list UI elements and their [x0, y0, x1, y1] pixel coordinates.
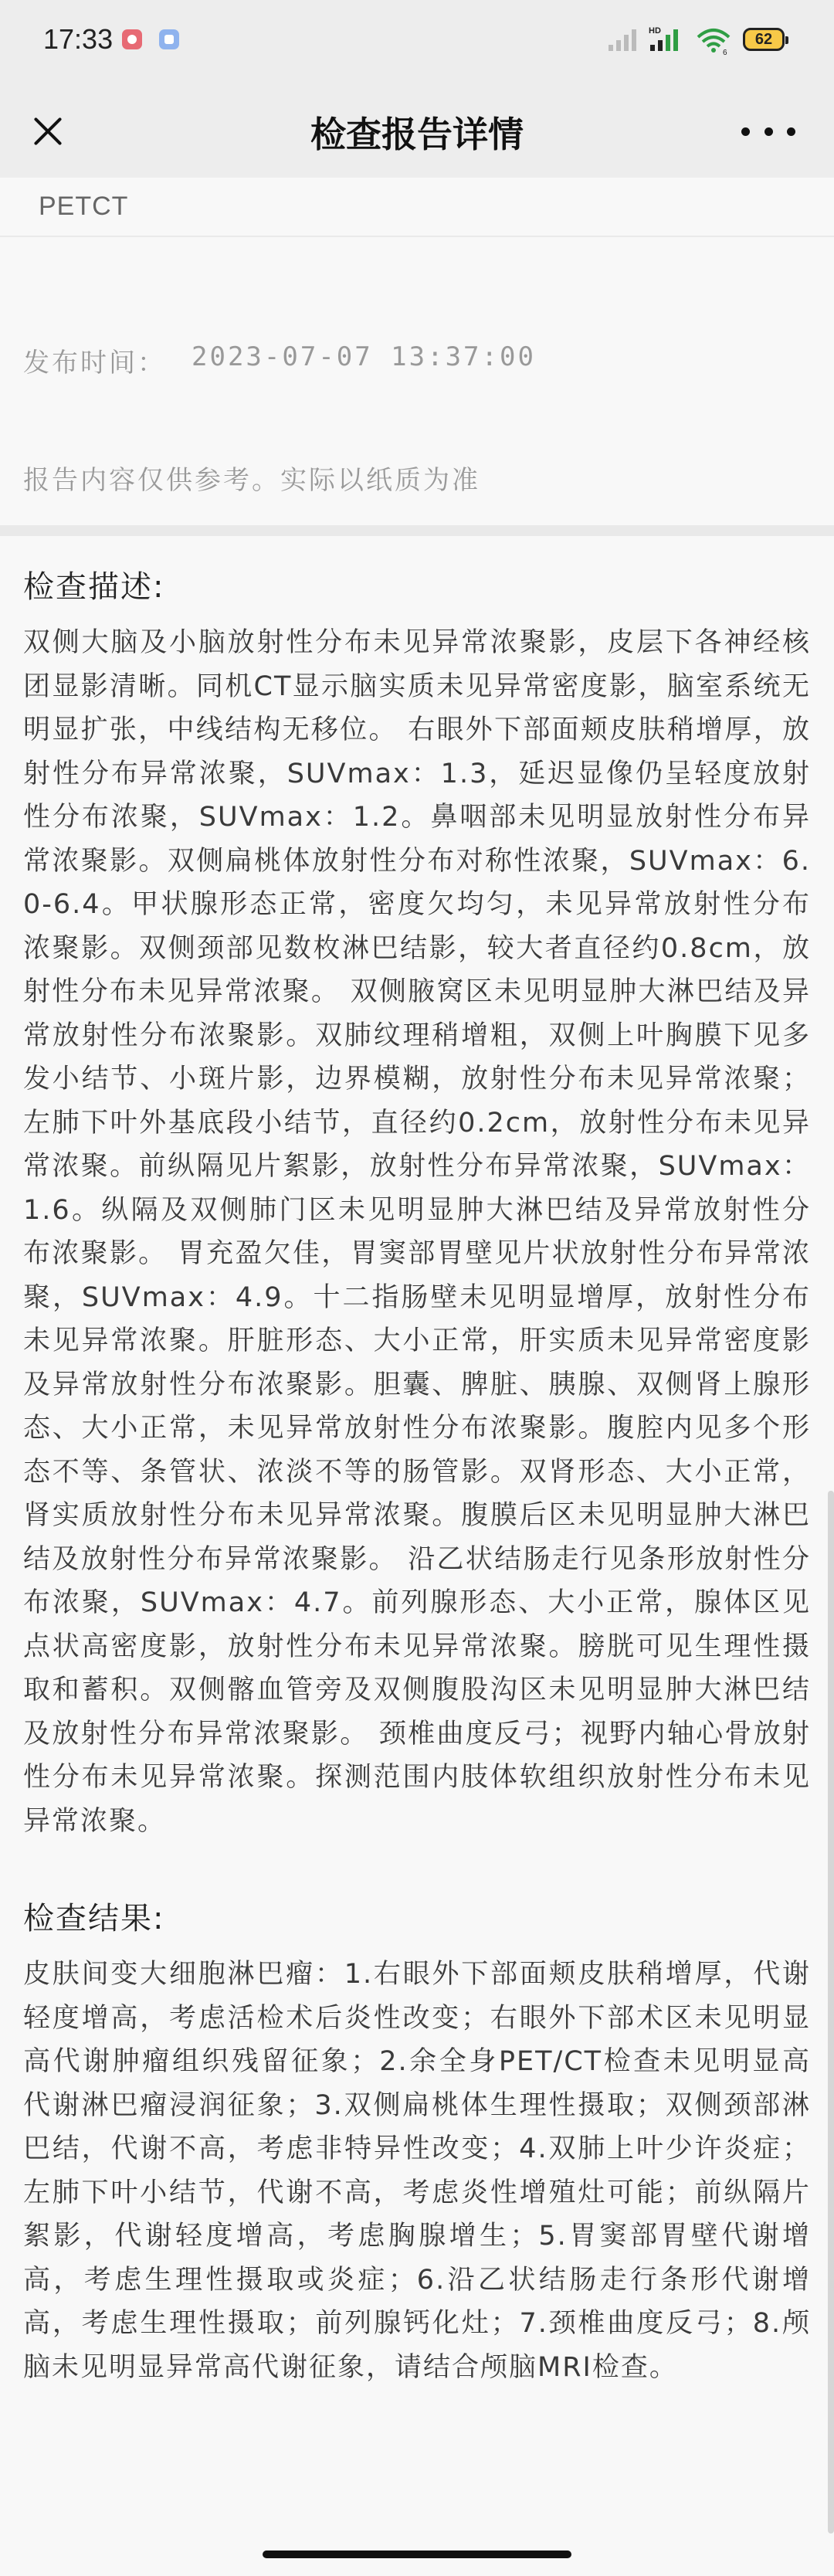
status-bar: [0, 0, 834, 85]
result-text: 皮肤间变大细胞淋巴瘤：1.右眼外下部面颊皮肤稍增厚，代谢轻度增高，考虑活检术后炎性改变；右眼外下部术区未见明显高代谢肿瘤组织残留征象；2.余全身PET/CT检查未见明显高代谢淋巴瘤浸润征象；3.双侧扁桃体生理性摄取；双侧颈部淋巴结，代谢不高，考虑非特异性改变；4.双肺上叶少许炎症；左肺下叶小结节，代谢不高，考虑炎性增殖灶可能；前纵隔片絮影，代谢轻度增高，考虑胸腺增生；5.胃窦部胃壁代谢增高，考虑生理性摄取或炎症；6.沿乙状结肠走行条形代谢增高，考虑生理性摄取；前列腺钙化灶；7.颈椎曲度反弓；8.颅脑未见明显异常高代谢征象，请结合颅脑MRI检查。: [23, 1959, 811, 2383]
hd-signal-icon: [649, 25, 684, 53]
disclaimer-text: 报告内容仅供参考。实际以纸质为准: [23, 465, 480, 496]
more-dot-icon: [764, 127, 773, 136]
result-title: 检查结果:: [23, 1901, 165, 1936]
wifi-icon: [695, 26, 732, 56]
description-title: 检查描述:: [23, 569, 165, 605]
divider: [0, 236, 834, 237]
report-content: [0, 536, 834, 2576]
page-title: 检查报告详情: [310, 114, 524, 155]
more-options-button[interactable]: [741, 116, 795, 147]
app-notification-icon: [122, 29, 142, 49]
publish-time-label: 发布时间：: [23, 348, 166, 378]
nav-bar: [0, 85, 834, 178]
publish-time-value: 2023-07-07 13:37:00: [192, 341, 536, 372]
more-dot-icon: [741, 127, 750, 136]
hd-label: HD: [649, 26, 661, 36]
battery-icon: 62: [743, 28, 785, 51]
section-divider: [0, 525, 834, 536]
wifi-label: 6: [723, 49, 727, 56]
home-indicator[interactable]: [263, 2551, 571, 2558]
description-text: 双侧大脑及小脑放射性分布未见异常浓聚影，皮层下各神经核团显影清晰。同机CT显示脑实质未见异常密度影，脑室系统无明显扩张，中线结构无移位。 右眼外下部面颊皮肤稍增厚，放射性分布异常浓聚，SUVmax：1.3，延迟显像仍呈轻度放射性分布浓聚，SUVmax：1.2。鼻咽部未见明显放射性分布异常浓聚影。双侧扁桃体放射性分布对称性浓聚，SUVmax：6.0-6.4。甲状腺形态正常，密度欠均匀，未见异常放射性分布浓聚影。双侧颈部见数枚淋巴结影，较大者直径约0.8cm，放射性分布未见异常浓聚。 双侧腋窝区未见明显肿大淋巴结及异常放射性分布浓聚影。双肺纹理稍增粗，双侧上叶胸膜下见多发小结节、小斑片影，边界模糊，放射性分布未见异常浓聚；左肺下叶外基底段小结节，直径约0.2cm，放射性分布未见异常浓聚。前纵隔见片絮影，放射性分布异常浓聚，SUVmax：1.6。纵隔及双侧肺门区未见明显肿大淋巴结及异常放射性分布浓聚影。 胃充盈欠佳，胃窦部胃壁见片状放射性分布异常浓聚，SUVmax：4.9。十二指肠壁未见明显增厚，放射性分布未见异常浓聚。肝脏形态、大小正常，肝实质未见异常密度影及异常放射性分布浓聚影。胆囊、脾脏、胰腺、双侧肾上腺形态、大小正常，未见异常放射性分布浓聚影。腹腔内见多个形态不等、条管状、浓淡不等的肠管影。双肾形态、大小正常，肾实质放射性分布未见异常浓聚。腹膜后区未见明显肿大淋巴结及放射性分布异常浓聚影。 沿乙状结肠走行见条形放射性分布浓聚，SUVmax：4.7。前列腺形态、大小正常，腺体区见点状高密度影，放射性分布未见异常浓聚。膀胱可见生理性摄取和蓄积。双侧髂血管旁及双侧腹股沟区未见明显肿大淋巴结及放射性分布异常浓聚影。 颈椎曲度反弓；视野内轴心骨放射性分布未见异常浓聚。探测范围内肢体软组织放射性分布未见异常浓聚。: [23, 627, 811, 1837]
report-header: [0, 178, 834, 525]
scrollbar-thumb[interactable]: [828, 1491, 834, 2534]
exam-type: PETCT: [39, 192, 129, 221]
more-dot-icon: [787, 127, 795, 136]
app-notification-icon: [159, 29, 179, 49]
status-time: 17:33: [43, 23, 114, 55]
cellular-signal-icon: [607, 25, 642, 53]
